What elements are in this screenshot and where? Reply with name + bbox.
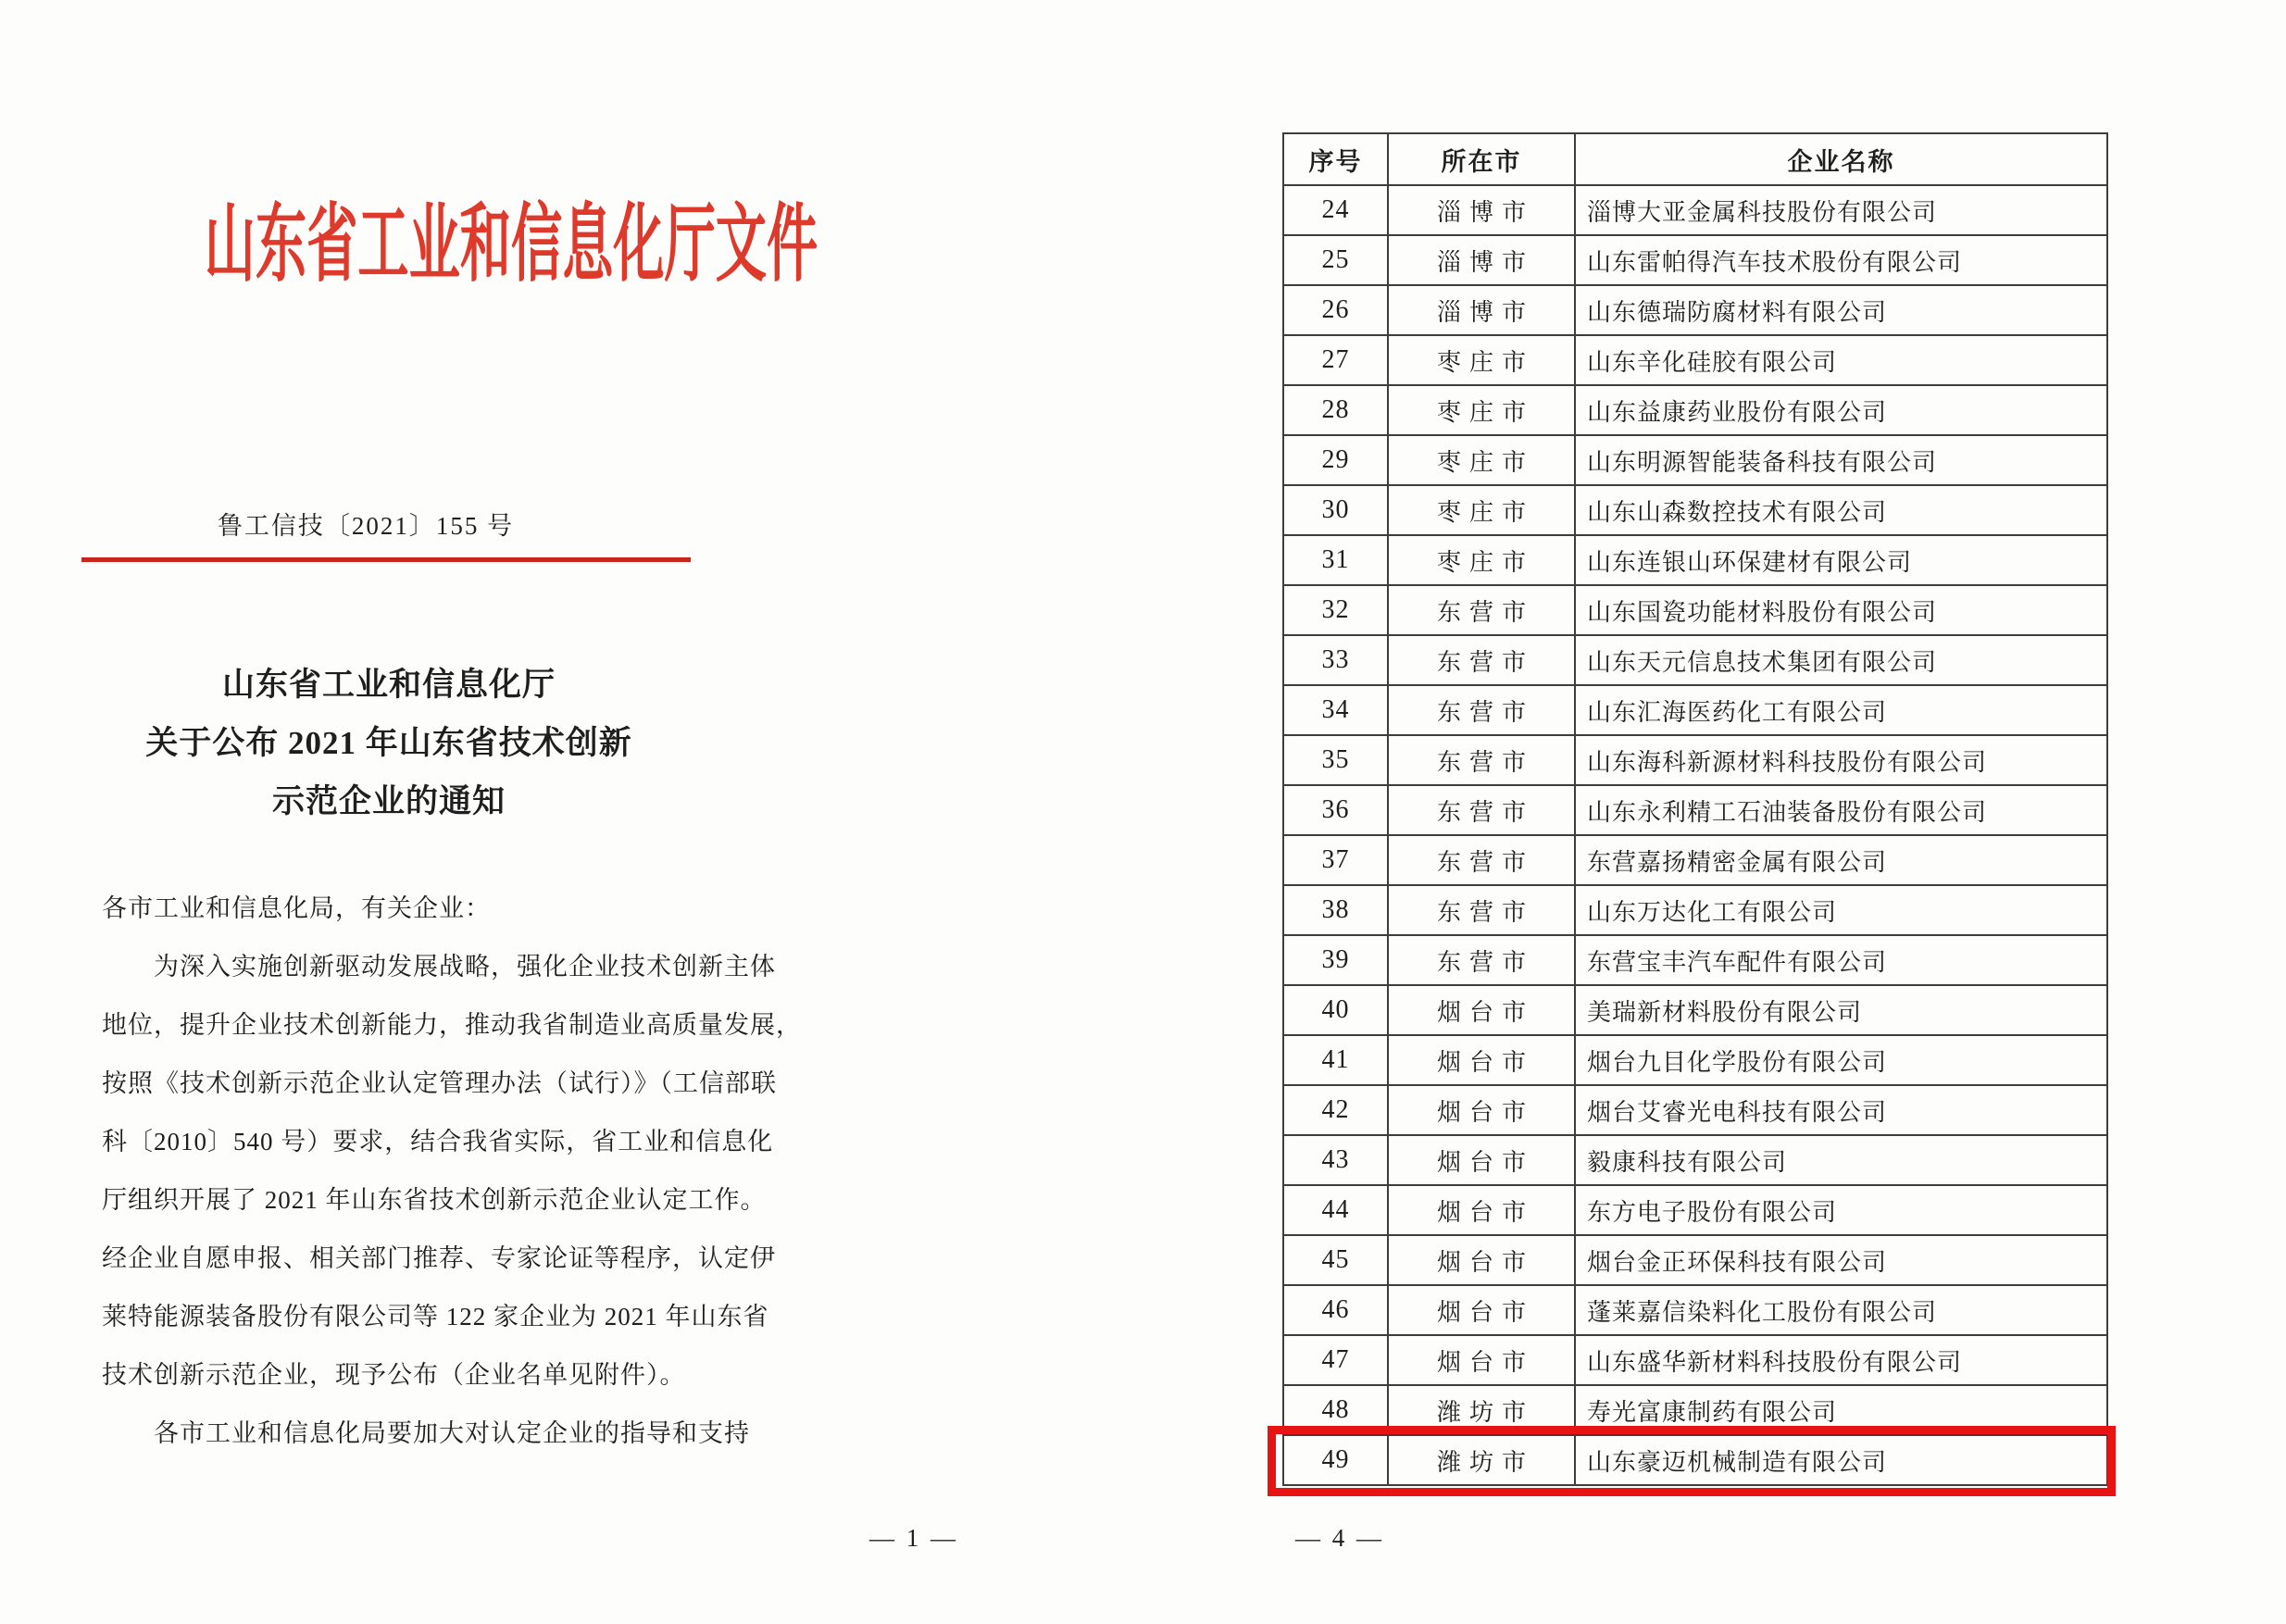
cell-company: 淄博大亚金属科技股份有限公司 <box>1575 185 2107 235</box>
cell-company: 山东万达化工有限公司 <box>1575 885 2107 935</box>
table-row <box>1283 1285 2107 1335</box>
table-row <box>1283 935 2107 985</box>
table-row <box>1283 1135 2107 1185</box>
table-row <box>1283 635 2107 685</box>
table-row <box>1283 985 2107 1035</box>
cell-city: 潍坊市 <box>1388 1385 1575 1435</box>
cell-company: 山东永利精工石油装备股份有限公司 <box>1575 785 2107 835</box>
cell-no: 35 <box>1283 735 1388 785</box>
notice-title-line-1: 山东省工业和信息化厅 <box>221 667 556 703</box>
cell-city: 烟台市 <box>1388 1335 1575 1385</box>
cell-city: 烟台市 <box>1388 1085 1575 1135</box>
body-line: 莱特能源装备股份有限公司等 122 家企业为 2021 年山东省 <box>102 1303 769 1330</box>
cell-no: 25 <box>1283 235 1388 285</box>
table-body <box>1283 185 2107 1485</box>
cell-no: 32 <box>1283 585 1388 635</box>
cell-no: 49 <box>1283 1435 1388 1485</box>
cell-no: 30 <box>1283 485 1388 535</box>
notice-title-line-2: 关于公布 2021 年山东省技术创新 <box>145 725 632 761</box>
cell-no: 28 <box>1283 385 1388 435</box>
cell-no: 37 <box>1283 835 1388 885</box>
cell-no: 46 <box>1283 1285 1388 1335</box>
body-line: 各市工业和信息化局要加大对认定企业的指导和支持 <box>154 1419 750 1447</box>
table-row <box>1283 585 2107 635</box>
cell-no: 36 <box>1283 785 1388 835</box>
table-row <box>1283 1185 2107 1235</box>
table-row <box>1283 235 2107 285</box>
table-row <box>1283 285 2107 335</box>
table-row <box>1283 335 2107 385</box>
cell-company: 山东雷帕得汽车技术股份有限公司 <box>1575 235 2107 285</box>
cell-company: 毅康科技有限公司 <box>1575 1135 2107 1185</box>
cell-city: 东营市 <box>1388 735 1575 785</box>
table-row <box>1283 785 2107 835</box>
cell-company: 山东盛华新材料科技股份有限公司 <box>1575 1335 2107 1385</box>
table-row <box>1283 435 2107 485</box>
cell-company: 山东天元信息技术集团有限公司 <box>1575 635 2107 685</box>
enterprise-table <box>1282 132 2108 1486</box>
cell-city: 烟台市 <box>1388 985 1575 1035</box>
table-row <box>1283 1335 2107 1385</box>
cell-company: 东营宝丰汽车配件有限公司 <box>1575 935 2107 985</box>
cell-no: 31 <box>1283 535 1388 585</box>
doc-number: 鲁工信技〔2021〕155 号 <box>217 512 515 540</box>
letterhead-rule <box>81 557 691 562</box>
notice-title-line-3: 示范企业的通知 <box>271 783 506 819</box>
table-row <box>1283 185 2107 235</box>
cell-no: 43 <box>1283 1135 1388 1185</box>
table-header-row <box>1283 133 2107 185</box>
cell-city: 烟台市 <box>1388 1185 1575 1235</box>
cell-company: 山东益康药业股份有限公司 <box>1575 385 2107 435</box>
cell-no: 40 <box>1283 985 1388 1035</box>
body-text <box>102 880 802 1463</box>
cell-city: 淄博市 <box>1388 285 1575 335</box>
body-line: 为深入实施创新驱动发展战略，强化企业技术创新主体 <box>154 953 776 981</box>
cell-city: 淄博市 <box>1388 235 1575 285</box>
cell-no: 45 <box>1283 1235 1388 1285</box>
cell-city: 烟台市 <box>1388 1235 1575 1285</box>
cell-company: 山东国瓷功能材料股份有限公司 <box>1575 585 2107 635</box>
cell-city: 枣庄市 <box>1388 485 1575 535</box>
cell-no: 24 <box>1283 185 1388 235</box>
cell-city: 枣庄市 <box>1388 385 1575 435</box>
cell-company: 山东山森数控技术有限公司 <box>1575 485 2107 535</box>
cell-no: 41 <box>1283 1035 1388 1085</box>
cell-company: 山东豪迈机械制造有限公司 <box>1575 1435 2107 1485</box>
cell-city: 东营市 <box>1388 935 1575 985</box>
cell-no: 38 <box>1283 885 1388 935</box>
table-row <box>1283 385 2107 435</box>
cell-city: 东营市 <box>1388 685 1575 735</box>
body-line: 按照《技术创新示范企业认定管理办法（试行）》（工信部联 <box>102 1069 777 1097</box>
cell-city: 东营市 <box>1388 585 1575 635</box>
cell-no: 44 <box>1283 1185 1388 1235</box>
cell-no: 39 <box>1283 935 1388 985</box>
cell-no: 33 <box>1283 635 1388 685</box>
cell-company: 山东德瑞防腐材料有限公司 <box>1575 285 2107 335</box>
table-row <box>1283 835 2107 885</box>
cell-company: 山东连银山环保建材有限公司 <box>1575 535 2107 585</box>
cell-company: 山东辛化硅胶有限公司 <box>1575 335 2107 385</box>
enterprise-table-wrap <box>1282 132 2108 1486</box>
cell-no: 48 <box>1283 1385 1388 1435</box>
cell-no: 42 <box>1283 1085 1388 1135</box>
body-line: 各市工业和信息化局，有关企业： <box>102 894 491 922</box>
cell-no: 34 <box>1283 685 1388 735</box>
table-row <box>1283 535 2107 585</box>
cell-city: 淄博市 <box>1388 185 1575 235</box>
cell-company: 山东海科新源材料科技股份有限公司 <box>1575 735 2107 785</box>
highlight-box <box>1268 1426 2116 1496</box>
cell-company: 山东汇海医药化工有限公司 <box>1575 685 2107 735</box>
page-number-4: — 4 — <box>1295 1524 1384 1552</box>
cell-city: 东营市 <box>1388 635 1575 685</box>
cell-company: 烟台艾睿光电科技有限公司 <box>1575 1085 2107 1135</box>
page-number-1: — 1 — <box>869 1524 958 1552</box>
cell-company: 蓬莱嘉信染料化工股份有限公司 <box>1575 1285 2107 1335</box>
body-line: 科〔2010〕540 号）要求，结合我省实际，省工业和信息化 <box>102 1128 774 1156</box>
cell-city: 烟台市 <box>1388 1035 1575 1085</box>
table-row <box>1283 1235 2107 1285</box>
cell-company: 寿光富康制药有限公司 <box>1575 1385 2107 1435</box>
notice-title <box>0 656 778 831</box>
table-row <box>1283 885 2107 935</box>
table-row <box>1283 735 2107 785</box>
cell-city: 潍坊市 <box>1388 1435 1575 1485</box>
body-line: 厅组织开展了 2021 年山东省技术创新示范企业认定工作。 <box>102 1186 767 1214</box>
table-row <box>1283 685 2107 735</box>
cell-city: 枣庄市 <box>1388 435 1575 485</box>
cell-city: 烟台市 <box>1388 1285 1575 1335</box>
cell-no: 29 <box>1283 435 1388 485</box>
table-row <box>1283 1035 2107 1085</box>
cell-company: 美瑞新材料股份有限公司 <box>1575 985 2107 1035</box>
cell-company: 烟台九目化学股份有限公司 <box>1575 1035 2107 1085</box>
body-line: 经企业自愿申报、相关部门推荐、专家论证等程序，认定伊 <box>102 1244 776 1272</box>
cell-city: 东营市 <box>1388 885 1575 935</box>
cell-no: 26 <box>1283 285 1388 335</box>
cell-company: 烟台金正环保科技有限公司 <box>1575 1235 2107 1285</box>
header-city: 所在市 <box>1388 133 1575 185</box>
cell-city: 烟台市 <box>1388 1135 1575 1185</box>
table-row <box>1283 485 2107 535</box>
cell-city: 枣庄市 <box>1388 535 1575 585</box>
cell-company: 东方电子股份有限公司 <box>1575 1185 2107 1235</box>
cell-no: 27 <box>1283 335 1388 385</box>
cell-company: 东营嘉扬精密金属有限公司 <box>1575 835 2107 885</box>
cell-city: 东营市 <box>1388 785 1575 835</box>
body-line: 技术创新示范企业，现予公布（企业名单见附件）。 <box>102 1361 686 1389</box>
cell-city: 枣庄市 <box>1388 335 1575 385</box>
header-company: 企业名称 <box>1575 133 2107 185</box>
letterhead-banner-text: 山东省工业和信息化厅文件 <box>204 197 818 292</box>
letterhead-banner <box>0 176 818 298</box>
cell-no: 47 <box>1283 1335 1388 1385</box>
body-line: 地位，提升企业技术创新能力，推动我省制造业高质量发展， <box>102 1011 802 1039</box>
cell-city: 东营市 <box>1388 835 1575 885</box>
table-row <box>1283 1085 2107 1135</box>
cell-company: 山东明源智能装备科技有限公司 <box>1575 435 2107 485</box>
header-no: 序号 <box>1283 133 1388 185</box>
